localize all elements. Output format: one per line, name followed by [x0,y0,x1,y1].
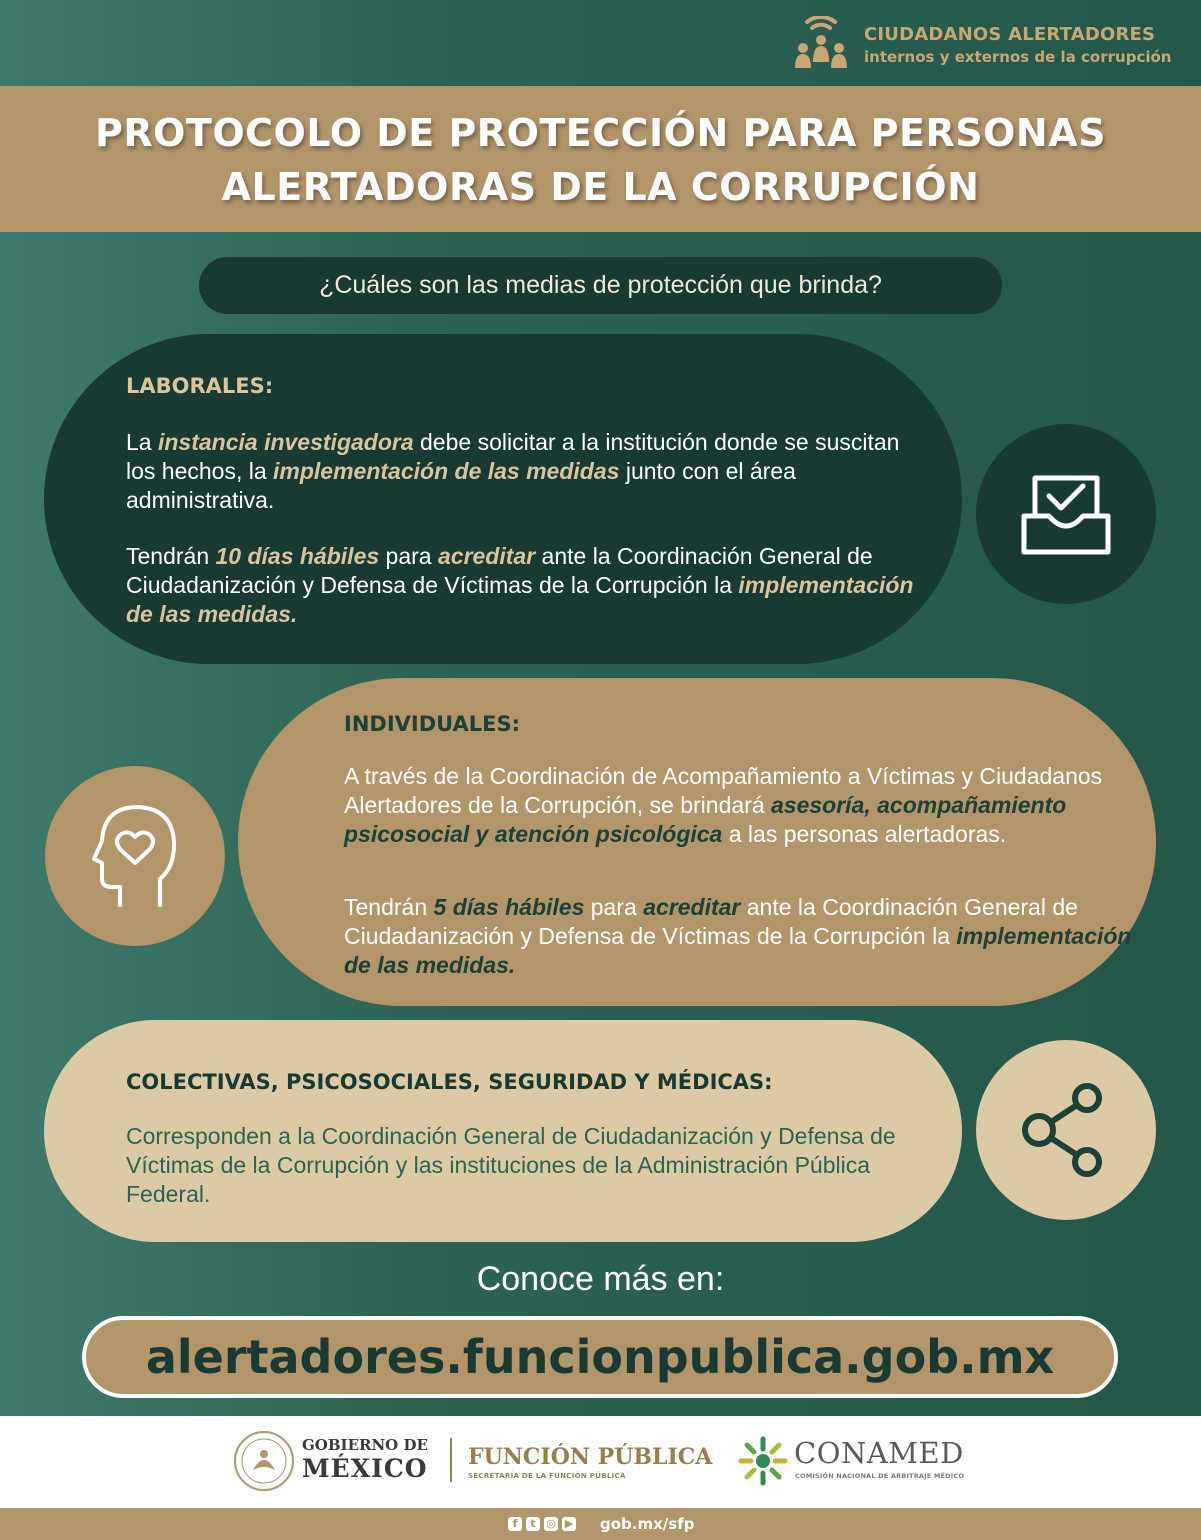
cta-label: Conoce más en: [476,1260,725,1298]
mexico-label: MÉXICO [302,1454,428,1483]
facebook-icon[interactable]: f [508,1517,522,1531]
conamed-logo-icon [738,1436,788,1486]
title-band [0,86,1201,232]
mexico-seal-icon [233,1430,295,1492]
colectivas-heading: COLECTIVAS, PSICOSOCIALES, SEGURIDAD Y MÉDICAS: [126,1070,773,1094]
social-icons [508,1514,576,1534]
laborales-paragraph-1: La instancia investigadora debe solicitar a la institución donde se suscitan los hechos, la implementación de las medidas junto con el área administrativa. [126,429,900,513]
brand-subtitle: internos y externos de la corrupción [864,48,1172,66]
individuales-heading: INDIVIDUALES: [344,712,521,736]
question-banner: ¿Cuáles son las medias de protección que brinda? [199,257,1002,314]
page-title [0,106,1201,214]
title-line-2: ALERTADORAS DE LA CORRUPCIÓN [221,165,980,209]
youtube-icon[interactable]: ▶ [562,1517,576,1531]
conamed-title: CONAMED [794,1436,964,1470]
conamed-subtitle: COMISIÓN NACIONAL DE ARBITRAJE MÉDICO [795,1472,965,1480]
instagram-icon[interactable]: ◎ [544,1517,558,1531]
website-link[interactable]: alertadores.funcionpublica.gob.mx [82,1316,1118,1398]
individuales-paragraph-2: Tendrán 5 días hábiles para acreditar ante la Coordinación General de Ciudadanización y Defensa de Víctimas de la Corrupción la implementación de las medidas. [344,894,1132,978]
title-line-1: PROTOCOLO DE PROTECCIÓN PARA PERSONAS [95,111,1106,155]
individuales-paragraph-1: A través de la Coordinación de Acompañamiento a Víctimas y Ciudadanos Alertadores de la Corrupción, se brindará asesoría, acompañamiento psicosocial y atención psicológica a las personas alertadoras. [344,763,1103,847]
twitter-icon[interactable]: t [526,1517,540,1531]
head-heart-icon [90,801,180,911]
colectivas-icon-circle [976,1040,1156,1220]
brand-logo [790,16,1190,72]
funcion-publica-subtitle: SECRETARÍA DE LA FUNCIÓN PÚBLICA [468,1472,626,1480]
laborales-paragraph-2: Tendrán 10 días hábiles para acreditar ante la Coordinación General de Ciudadanización y Defensa de Víctimas de la Corrupción la implementación de las medidas. [126,543,914,627]
footer-divider [450,1438,452,1482]
gobierno-de-label: GOBIERNO DE [302,1436,428,1454]
colectivas-paragraph: Corresponden a la Coordinación General de Ciudadanización y Defensa de Víctimas de la Corrupción y las instituciones de la Administración Pública Federal. [126,1123,896,1207]
laborales-icon-circle [976,424,1156,604]
share-icon [1021,1080,1111,1180]
individuales-icon-circle [45,766,225,946]
laborales-heading: LABORALES: [126,374,274,398]
checkbox-tray-icon [1021,472,1111,556]
social-url-link[interactable]: gob.mx/sfp [600,1515,695,1533]
funcion-publica-logo: FUNCIÓN PÚBLICA [468,1444,713,1470]
brand-title: CIUDADANOS ALERTADORES [864,24,1156,45]
people-signal-icon [790,16,852,70]
